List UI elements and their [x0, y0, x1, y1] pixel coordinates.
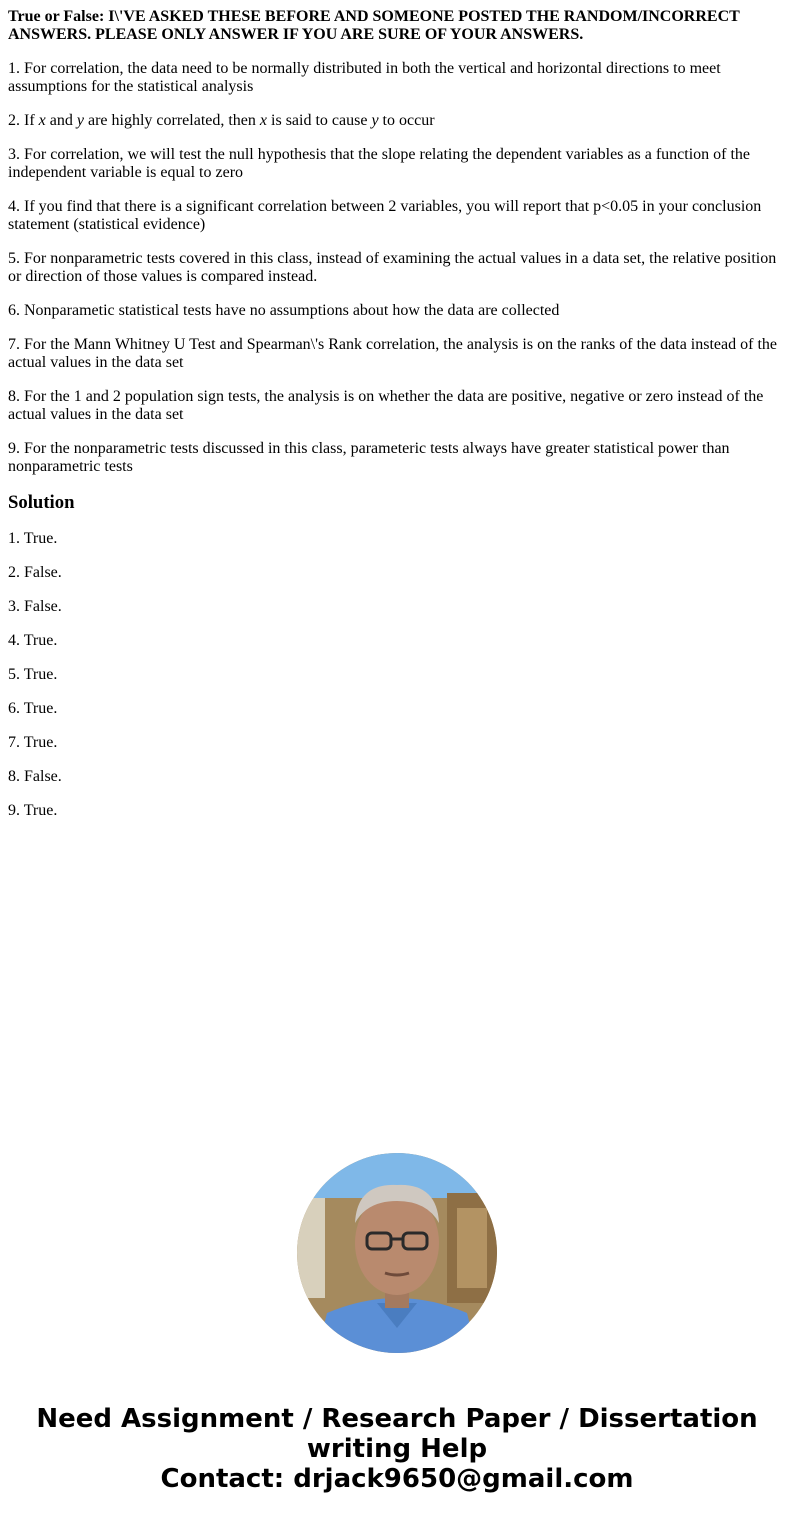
solution-heading: Solution [8, 492, 75, 513]
answer-4: 4. True. [8, 632, 58, 649]
question-item-1: 1. For correlation, the data need to be normally distributed in both the vertical and horizontal directions to meet assumptions for the statistical analysis [8, 60, 721, 95]
tutor-portrait-image [297, 1153, 497, 1353]
photo-wall-left [297, 1198, 325, 1298]
tutor-photo [297, 1153, 497, 1353]
question-item-8: 8. For the 1 and 2 population sign tests, the analysis is on whether the data are positive, negative or zero instead of the actual values in the data set [8, 388, 764, 423]
q2-text-pre: 2. If [8, 112, 39, 129]
answer-7: 7. True. [8, 734, 58, 751]
question-title: True or False: I\'VE ASKED THESE BEFORE AND SOMEONE POSTED THE RANDOM/INCORRECT ANSWERS. PLEASE ONLY ANSWER IF YOU ARE SURE OF YOUR ANSWERS. [8, 8, 740, 43]
question-item-2 [8, 112, 786, 130]
question-item-4: 4. If you find that there is a significant correlation between 2 variables, you will report that p<0.05 in your conclusion statement (statistical evidence) [8, 198, 762, 233]
answer-5: 5. True. [8, 666, 58, 683]
q2-text-post: to occur [378, 112, 435, 129]
q2-var-y: y [76, 112, 84, 129]
question-item-9: 9. For the nonparametric tests discussed in this class, parameteric tests always have greater statistical power than nonparametric tests [8, 440, 730, 475]
answer-9: 9. True. [8, 802, 58, 819]
answer-1: 1. True. [8, 530, 58, 547]
q2-var-x: x [38, 112, 46, 129]
q2-var-x2: x [259, 112, 268, 129]
answer-8: 8. False. [8, 768, 62, 785]
answer-6: 6. True. [8, 700, 58, 717]
footer-promo [0, 1404, 794, 1494]
photo-door-panel [457, 1208, 487, 1288]
answer-2: 2. False. [8, 564, 62, 581]
question-item-6: 6. Nonparametic statistical tests have no assumptions about how the data are collected [8, 302, 560, 319]
footer-line-1: Need Assignment / Research Paper / Dissertation [36, 1404, 758, 1434]
q2-var-y2: y [371, 112, 379, 129]
question-item-3: 3. For correlation, we will test the null hypothesis that the slope relating the dependent variables as a function of the independent variable is equal to zero [8, 146, 751, 181]
answer-3: 3. False. [8, 598, 62, 615]
question-item-7: 7. For the Mann Whitney U Test and Spearman\'s Rank correlation, the analysis is on the ranks of the data instead of the actual values in the data set [8, 336, 777, 371]
footer-contact: Contact: drjack9650@gmail.com [160, 1464, 634, 1494]
question-item-5: 5. For nonparametric tests covered in this class, instead of examining the actual values in a data set, the relative position or direction of those values is compared instead. [8, 250, 777, 285]
q2-text-mid1: and [45, 112, 77, 129]
q2-text-mid2: are highly correlated, then [83, 112, 260, 129]
q2-text-mid3: is said to cause [267, 112, 372, 129]
footer-line-2: writing Help [306, 1434, 488, 1464]
